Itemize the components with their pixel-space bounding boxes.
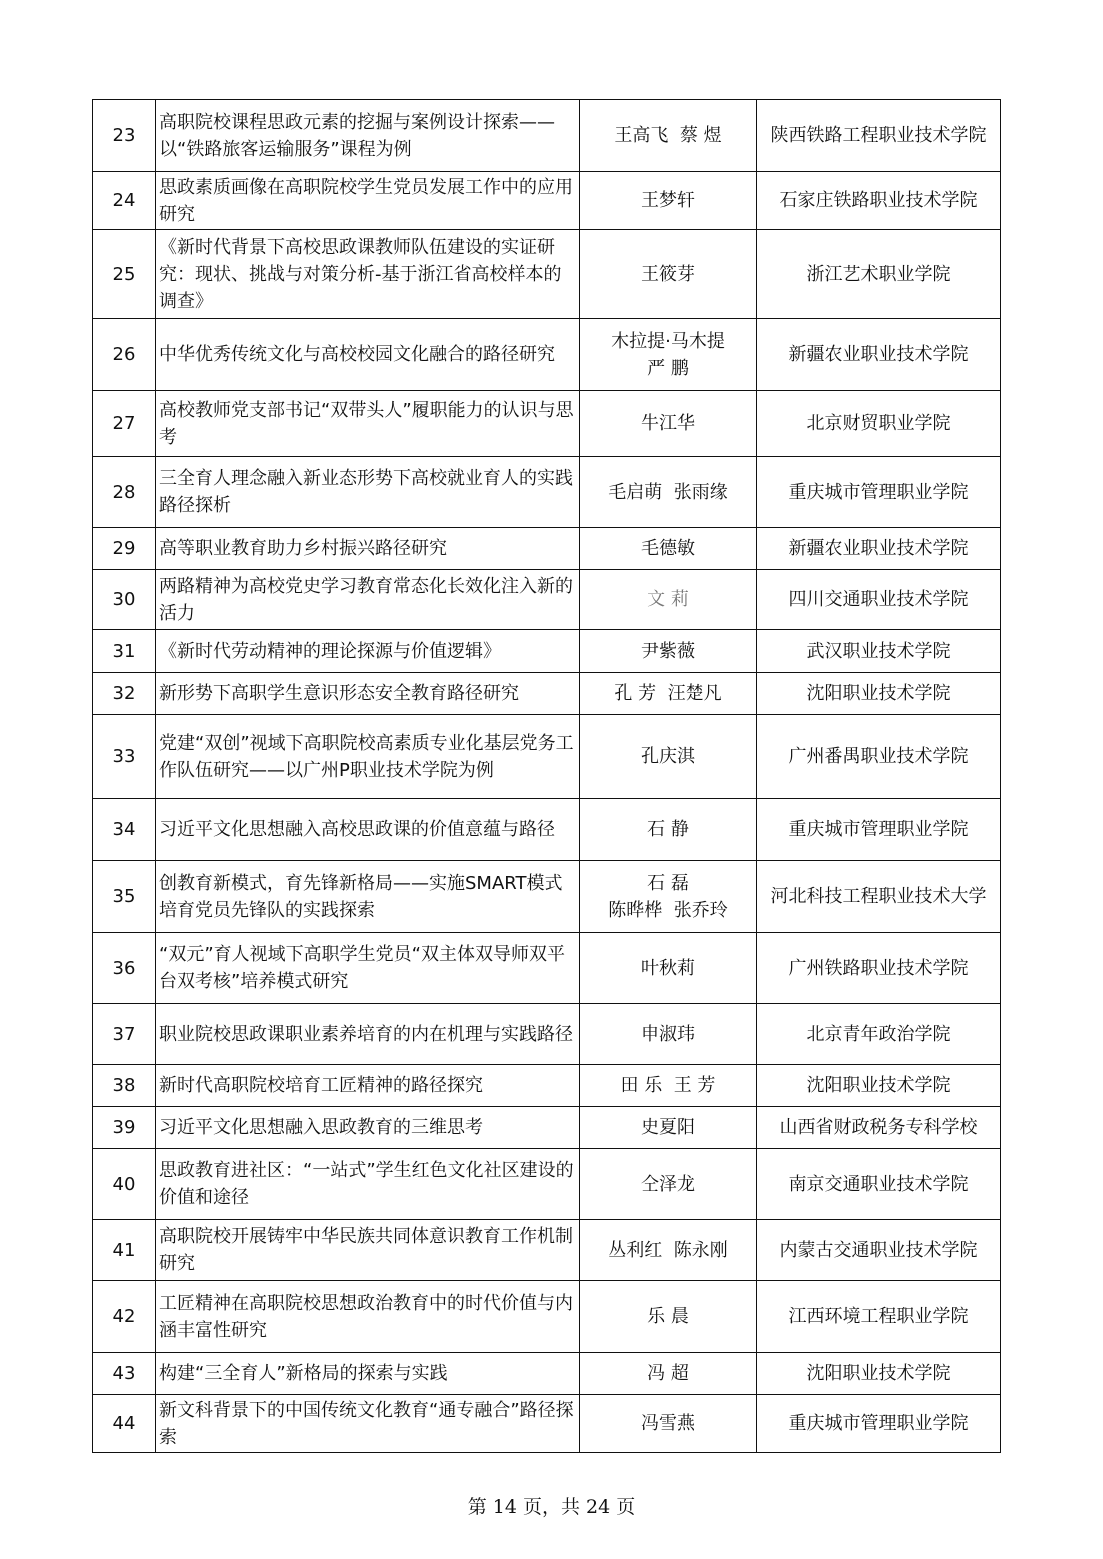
author-cell bbox=[580, 1281, 757, 1353]
author-name: 申淑玮 bbox=[641, 1023, 695, 1045]
table-row bbox=[93, 1065, 1001, 1107]
page-footer: 第 14 页，共 24 页 bbox=[467, 1496, 636, 1518]
row-number: 42 bbox=[93, 1281, 156, 1353]
row-number: 44 bbox=[93, 1395, 156, 1453]
project-title: 三全育人理念融入新业态形势下高校就业育人的实践路径探析 bbox=[156, 457, 580, 528]
author-name: 叶秋莉 bbox=[641, 957, 695, 979]
author-name: 牛江华 bbox=[641, 413, 695, 434]
table-row bbox=[93, 673, 1001, 715]
project-title: 思政素质画像在高职院校学生党员发展工作中的应用研究 bbox=[156, 172, 580, 230]
row-number: 30 bbox=[93, 570, 156, 630]
project-list-table bbox=[92, 99, 1001, 1453]
project-title: 党建“双创”视域下高职院校高素质专业化基层党务工作队伍研究——以广州P职业技术学院为例 bbox=[156, 715, 580, 799]
author-cell bbox=[580, 1395, 757, 1453]
author-cell bbox=[580, 1107, 757, 1149]
author-name: 冯 超 bbox=[647, 1363, 689, 1384]
author-name: 陈晔桦 张乔玲 bbox=[608, 899, 728, 921]
table-row bbox=[93, 630, 1001, 673]
table-row bbox=[93, 100, 1001, 172]
institution: 北京青年政治学院 bbox=[757, 1004, 1001, 1065]
table-row bbox=[93, 391, 1001, 457]
project-title: 新形势下高职学生意识形态安全教育路径研究 bbox=[156, 673, 580, 715]
author-name: 石 磊 bbox=[647, 872, 689, 894]
institution: 新疆农业职业技术学院 bbox=[757, 528, 1001, 570]
author-name: 仝泽龙 bbox=[641, 1173, 695, 1195]
row-number: 31 bbox=[93, 630, 156, 673]
row-number: 27 bbox=[93, 391, 156, 457]
table-row bbox=[93, 319, 1001, 391]
table-row bbox=[93, 528, 1001, 570]
author-cell bbox=[580, 861, 757, 933]
author-cell bbox=[580, 528, 757, 570]
row-number: 32 bbox=[93, 673, 156, 715]
table-row bbox=[93, 799, 1001, 861]
row-number: 34 bbox=[93, 799, 156, 861]
author-name: 孔 芳 汪楚凡 bbox=[614, 683, 722, 704]
author-cell bbox=[580, 1353, 757, 1395]
project-title: 工匠精神在高职院校思想政治教育中的时代价值与内涵丰富性研究 bbox=[156, 1281, 580, 1353]
project-title: “双元”育人视域下高职学生党员“双主体双导师双平台双考核”培养模式研究 bbox=[156, 933, 580, 1004]
project-title: 习近平文化思想融入思政教育的三维思考 bbox=[156, 1107, 580, 1149]
row-number: 29 bbox=[93, 528, 156, 570]
author-cell bbox=[580, 673, 757, 715]
author-cell bbox=[580, 1065, 757, 1107]
row-number: 41 bbox=[93, 1220, 156, 1281]
row-number: 43 bbox=[93, 1353, 156, 1395]
project-title: 构建“三全育人”新格局的探索与实践 bbox=[156, 1353, 580, 1395]
institution: 浙江艺术职业学院 bbox=[757, 230, 1001, 319]
institution: 重庆城市管理职业学院 bbox=[757, 457, 1001, 528]
author-name: 严 鹏 bbox=[647, 357, 689, 379]
row-number: 39 bbox=[93, 1107, 156, 1149]
institution: 广州番禺职业技术学院 bbox=[757, 715, 1001, 799]
author-cell bbox=[580, 172, 757, 230]
row-number: 26 bbox=[93, 319, 156, 391]
author-cell bbox=[580, 630, 757, 673]
institution: 武汉职业技术学院 bbox=[757, 630, 1001, 673]
institution: 重庆城市管理职业学院 bbox=[757, 1395, 1001, 1453]
author-name: 木拉提·马木提 bbox=[611, 330, 725, 352]
row-number: 24 bbox=[93, 172, 156, 230]
institution: 沈阳职业技术学院 bbox=[757, 673, 1001, 715]
project-title: 思政教育进社区：“一站式”学生红色文化社区建设的价值和途径 bbox=[156, 1149, 580, 1220]
author-name: 尹紫薇 bbox=[641, 640, 695, 662]
table-row bbox=[93, 172, 1001, 230]
author-cell bbox=[580, 570, 757, 630]
project-title: 《新时代劳动精神的理论探源与价值逻辑》 bbox=[156, 630, 580, 673]
institution: 广州铁路职业技术学院 bbox=[757, 933, 1001, 1004]
author-cell bbox=[580, 933, 757, 1004]
author-name: 王高飞 蔡 煜 bbox=[614, 125, 722, 146]
row-number: 28 bbox=[93, 457, 156, 528]
table-body bbox=[93, 100, 1001, 1453]
table-row bbox=[93, 715, 1001, 799]
table-row bbox=[93, 457, 1001, 528]
institution: 山西省财政税务专科学校 bbox=[757, 1107, 1001, 1149]
row-number: 40 bbox=[93, 1149, 156, 1220]
row-number: 35 bbox=[93, 861, 156, 933]
table-row bbox=[93, 1004, 1001, 1065]
project-title: 《新时代背景下高校思政课教师队伍建设的实证研究：现状、挑战与对策分析-基于浙江省高校样本的调查》 bbox=[156, 230, 580, 319]
institution: 陕西铁路工程职业技术学院 bbox=[757, 100, 1001, 172]
author-cell bbox=[580, 319, 757, 391]
project-title: 职业院校思政课职业素养培育的内在机理与实践路径 bbox=[156, 1004, 580, 1065]
author-name: 乐 晨 bbox=[647, 1306, 689, 1327]
author-cell bbox=[580, 230, 757, 319]
author-name: 毛德敏 bbox=[641, 538, 695, 559]
project-title: 高校教师党支部书记“双带头人”履职能力的认识与思考 bbox=[156, 391, 580, 457]
row-number: 37 bbox=[93, 1004, 156, 1065]
author-name: 孔庆淇 bbox=[641, 746, 695, 767]
institution: 沈阳职业技术学院 bbox=[757, 1353, 1001, 1395]
table-row bbox=[93, 230, 1001, 319]
table-row bbox=[93, 1149, 1001, 1220]
author-cell bbox=[580, 1004, 757, 1065]
author-name: 王梦轩 bbox=[641, 190, 695, 211]
institution: 北京财贸职业学院 bbox=[757, 391, 1001, 457]
project-title: 创教育新模式，育先锋新格局——实施SMART模式培育党员先锋队的实践探索 bbox=[156, 861, 580, 933]
institution: 江西环境工程职业学院 bbox=[757, 1281, 1001, 1353]
institution: 南京交通职业技术学院 bbox=[757, 1149, 1001, 1220]
author-name: 文 莉 bbox=[647, 589, 689, 610]
project-title: 两路精神为高校党史学习教育常态化长效化注入新的活力 bbox=[156, 570, 580, 630]
table-row bbox=[93, 1220, 1001, 1281]
institution: 河北科技工程职业技术大学 bbox=[757, 861, 1001, 933]
project-title: 中华优秀传统文化与高校校园文化融合的路径研究 bbox=[156, 319, 580, 391]
author-cell bbox=[580, 100, 757, 172]
row-number: 23 bbox=[93, 100, 156, 172]
row-number: 36 bbox=[93, 933, 156, 1004]
author-cell bbox=[580, 457, 757, 528]
row-number: 25 bbox=[93, 230, 156, 319]
table-row bbox=[93, 1395, 1001, 1453]
author-name: 史夏阳 bbox=[641, 1117, 695, 1138]
institution: 重庆城市管理职业学院 bbox=[757, 799, 1001, 861]
author-name: 石 静 bbox=[647, 819, 689, 840]
table-row bbox=[93, 861, 1001, 933]
author-name: 王筱芽 bbox=[641, 263, 695, 285]
author-name: 田 乐 王 芳 bbox=[620, 1075, 716, 1096]
author-name: 毛启萌 张雨缘 bbox=[608, 481, 728, 503]
institution: 石家庄铁路职业技术学院 bbox=[757, 172, 1001, 230]
project-title: 习近平文化思想融入高校思政课的价值意蕴与路径 bbox=[156, 799, 580, 861]
project-title: 新文科背景下的中国传统文化教育“通专融合”路径探索 bbox=[156, 1395, 580, 1453]
institution: 四川交通职业技术学院 bbox=[757, 570, 1001, 630]
table-row bbox=[93, 1107, 1001, 1149]
author-name: 冯雪燕 bbox=[641, 1413, 695, 1434]
author-cell bbox=[580, 799, 757, 861]
author-cell bbox=[580, 1220, 757, 1281]
table-row bbox=[93, 1281, 1001, 1353]
author-cell bbox=[580, 1149, 757, 1220]
project-title: 高职院校课程思政元素的挖掘与案例设计探索——以“铁路旅客运输服务”课程为例 bbox=[156, 100, 580, 172]
author-cell bbox=[580, 391, 757, 457]
project-title: 高职院校开展铸牢中华民族共同体意识教育工作机制研究 bbox=[156, 1220, 580, 1281]
project-title: 高等职业教育助力乡村振兴路径研究 bbox=[156, 528, 580, 570]
institution: 沈阳职业技术学院 bbox=[757, 1065, 1001, 1107]
institution: 新疆农业职业技术学院 bbox=[757, 319, 1001, 391]
author-cell bbox=[580, 715, 757, 799]
row-number: 33 bbox=[93, 715, 156, 799]
author-name: 丛利红 陈永刚 bbox=[608, 1239, 728, 1261]
table-row bbox=[93, 570, 1001, 630]
table-row bbox=[93, 1353, 1001, 1395]
institution: 内蒙古交通职业技术学院 bbox=[757, 1220, 1001, 1281]
row-number: 38 bbox=[93, 1065, 156, 1107]
table-row bbox=[93, 933, 1001, 1004]
project-title: 新时代高职院校培育工匠精神的路径探究 bbox=[156, 1065, 580, 1107]
